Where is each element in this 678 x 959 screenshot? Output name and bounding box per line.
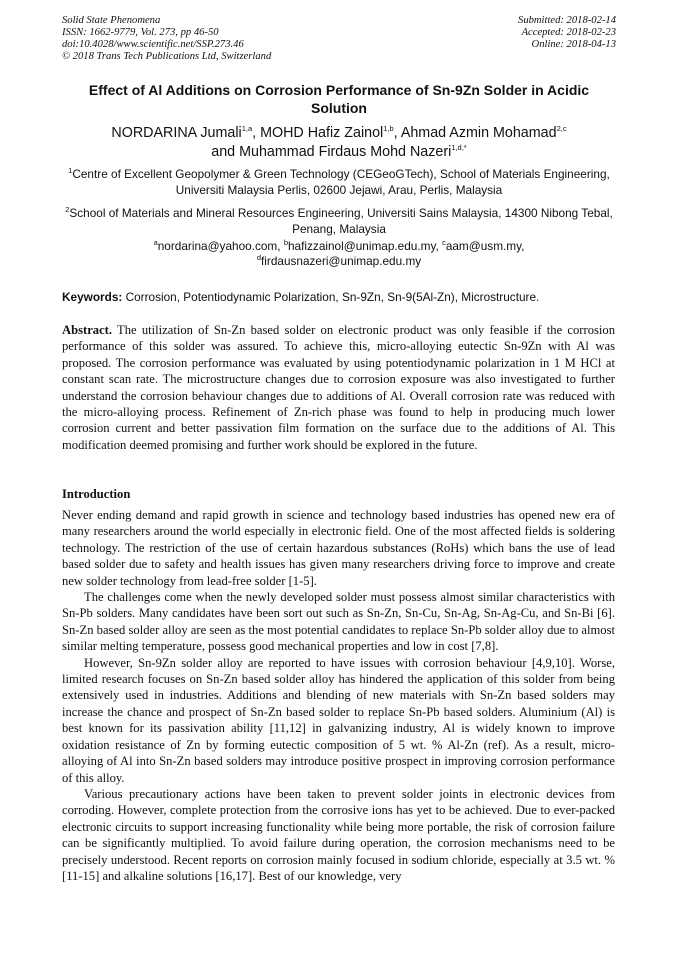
- keywords-label: Keywords:: [62, 290, 123, 304]
- email-marker: d: [256, 253, 261, 263]
- online-date: Online: 2018-04-13: [531, 39, 616, 50]
- abstract-text: The utilization of Sn-Zn based solder on electronic product was only feasible if the corrosion performance of this solder was assured. To achieve this, micro-alloying eutectic Sn-9Zn with Al was proposed. The corrosion performance was evaluated by using potentiodynamic polarization in 1 M HCl at constant scan rate. The microstructure changes due to corrosion exposure was also investigated to further understand the corrosion behaviour changes due to additions of Al. Overall corrosion rate was reduced with the micro-alloying process. Refinement of Zn-rich phase was found to help in producing much lower corrosion current and better passivation film formation on the surface due to the additions of Al. This modification deemed promising and further work should be explored in the future.: [62, 323, 615, 452]
- keywords-text: Corrosion, Potentiodynamic Polarization, Sn-9Zn, Sn-9(5Al-Zn), Microstructure.: [125, 290, 540, 304]
- body-paragraph: Various precautionary actions have been taken to prevent solder joints in electronic devices from corroding. However, complete protection from the corrosive ions has yet to be achieved. Due to ever-packed electronic circuits to support increasing functionality while being more portable, the risk of corrosion failure can be significantly multiplied. To avoid failure during operation, the corrosion mechanisms need to be precisely understood. Recent reports on corrosion mainly focused in sodium chloride, especially at 3.5 wt. % [11-15] and alkaline solutions [16,17]. Best of our knowledge, very: [62, 786, 615, 883]
- affiliation-text: School of Materials and Mineral Resources Engineering, Universiti Sains Malaysia, 14300 Nibong Tebal, Penang, Malaysia: [69, 206, 613, 236]
- author-name: NORDARINA Jumali: [111, 125, 242, 141]
- email-marker: b: [283, 238, 288, 248]
- journal-name: Solid State Phenomena: [62, 15, 161, 26]
- abstract-label: Abstract.: [62, 323, 113, 337]
- doi-line: doi:10.4028/www.scientific.net/SSP.273.46: [62, 39, 244, 50]
- author-affil-marker: 1,a: [241, 124, 253, 134]
- affiliation-text: Centre of Excellent Geopolymer & Green Technology (CEGeoGTech), School of Materials Engineering, Universiti Malaysia Perlis, 02600 Jejawi, Arau, Perlis, Malaysia: [72, 167, 610, 197]
- body-paragraph: The challenges come when the newly developed solder must possess almost similar characteristics with Sn-Pb solders. Many candidates have been sort out such as Sn-Zn, Sn-Cu, Sn-Ag, Sn-Ag-Cu, and Sn-Bi [6]. Sn-Zn based solder alloy are seen as the most potential candidates to replace Sn-Pb solder alloy due to almost similar melting temperature, possess good mechanical properties and low in cost [7,8].: [62, 590, 615, 654]
- affiliation-marker: 2: [65, 205, 70, 215]
- author-emails: [62, 239, 616, 269]
- author-affil-marker: 1,b: [383, 124, 394, 134]
- email-address[interactable]: aam@usm.my,: [445, 239, 525, 253]
- submitted-date: Submitted: 2018-02-14: [518, 15, 616, 26]
- accepted-date: Accepted: 2018-02-23: [521, 27, 616, 38]
- author-list: NORDARINA Jumali$^{1,a}$, MOHD Hafiz Zainol$^{1,b}$, Ahmad Azmin Mohamad$^{2,c}$ and Muhammad Firdaus Mohd Nazeri$^{1,d,*}$: [111, 124, 567, 160]
- email-marker: c: [442, 238, 446, 248]
- keywords-line: [62, 290, 618, 305]
- author-name: MOHD Hafiz Zainol: [260, 125, 384, 141]
- email-address[interactable]: nordarina@yahoo.com,: [157, 239, 281, 253]
- author-affil-marker: 2,c: [556, 124, 567, 134]
- body-paragraph: However, Sn-9Zn solder alloy are reported to have issues with corrosion behaviour [4,9,10]. Worse, limited research focuses on Sn-Zn based solder alloy has hindered the application of this solder from being extensively used in industries. Additions and blending of new materials with Sn-Zn based solders may increase the chance and prospect of Sn-Zn based solder to replace Sn-Pb based solders. Aluminium (Al) is best known for its passivation ability [11,12] in galvanizing industry, Al is widely known to improve oxidation resistance of Zn by forming eutectic composition of 5 wt. % Al-Zn (ref). As a result, micro-alloying of Al into Sn-Zn based solders may introduce positive prospect in improving corrosion performance of this alloy.: [62, 655, 615, 785]
- email-address[interactable]: firdausnazeri@unimap.edu.my: [261, 254, 422, 268]
- introduction-body: [62, 507, 615, 884]
- author-conjunction: and: [211, 144, 236, 160]
- affiliation-1: [58, 166, 620, 198]
- journal-header-left: [62, 15, 271, 63]
- author-name: Muhammad Firdaus Mohd Nazeri: [239, 144, 452, 160]
- affiliation-marker: 1: [68, 166, 73, 176]
- abstract: [62, 322, 615, 453]
- author-name: Ahmad Azmin Mohamad: [400, 125, 557, 141]
- author-affil-marker: 1,d,*: [451, 143, 467, 153]
- issn-line: ISSN: 1662-9779, Vol. 273, pp 46-50: [62, 27, 219, 38]
- body-paragraph: Never ending demand and rapid growth in science and technology based industries has opened new era of many researchers around the world especially in electronic field. One of the most affected fields is soldering technology. The restriction of the use of certain hazardous substances (RoHs) which bans the use of lead based solder due to safety and health issues has given many researchers driving force to improve and create new solder technology from lead-free solder [1-5].: [62, 508, 615, 588]
- section-heading-introduction: Introduction: [62, 487, 131, 501]
- affiliation-2: [58, 205, 620, 237]
- copyright-line: © 2018 Trans Tech Publications Ltd, Switzerland: [62, 51, 272, 62]
- paper-title: Effect of Al Additions on Corrosion Performance of Sn-9Zn Solder in Acidic Solution: [88, 82, 590, 116]
- email-address[interactable]: hafizzainol@unimap.edu.my,: [288, 239, 439, 253]
- journal-header-right: [518, 15, 616, 51]
- email-marker: a: [153, 238, 158, 248]
